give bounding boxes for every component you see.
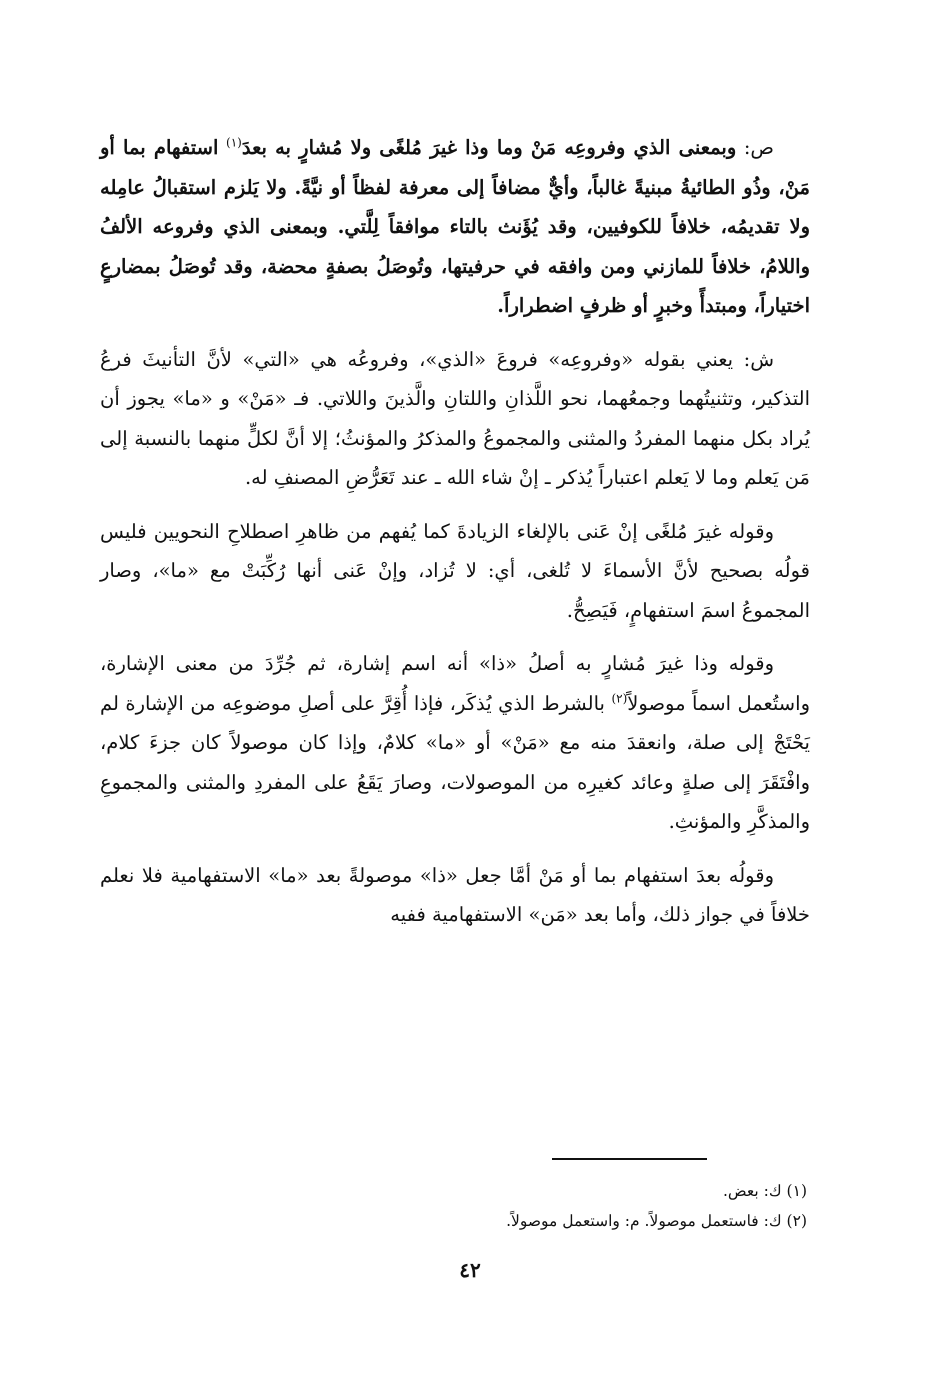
footnote-ref-2: (٢): [611, 691, 628, 705]
commentary-text-mulgha: وقوله غيرَ مُلغًى إنْ عَنى بالإلغاء الزيادةَ كما يُفهم من ظاهرِ اصطلاحِ النحويين فليس قولُه بصحيح لأنَّ الأسماءَ لا تُلغى، أي: لا تُزاد، وإنْ عَنى أنها رُكِّبَتْ مع «ما»، وصار المجموعُ اسمَ استفهامٍ، فَيَصِحُّ.: [100, 519, 810, 622]
footnote-ref-1: (١): [226, 135, 242, 150]
commentary-paragraph-dha: [100, 644, 810, 842]
sharh-paragraph: [100, 340, 810, 498]
footnote-1: (١) ك: بعض.: [723, 1182, 807, 1200]
footnotes: [100, 1176, 807, 1236]
footnote-2: (٢) ك: فاستعمل موصولاً. م: واستعمل موصولاً.: [506, 1212, 807, 1230]
page-number: ٤٢: [459, 1258, 481, 1282]
sharh-marker: ش:: [743, 347, 774, 371]
matn-paragraph: [100, 128, 810, 326]
commentary-text-istifham: وقولُه بعدَ استفهام بما أو مَنْ أمَّا جعل «ذا» موصولةً بعد «ما» الاستفهامية فلا نعلم خلافاً في جواز ذلك، وأما بعد «مَن» الاستفهامية ففيه: [100, 863, 810, 926]
commentary-paragraph-mulgha: [100, 512, 810, 631]
sharh-text: يعني بقوله «وفروعِه» فروعَ «الذي»، وفروعُه هي «التي» لأنَّ التأنيثَ فرعُ التذكير، وتثنيتُهما وجمعُهما، نحو اللَّذانِ واللتانِ والَّذينَ واللاتي. فـ «مَنْ» و «ما» يجوز أن يُراد بكل منهما المفردُ والمثنى والمجموعُ والمذكرُ والمؤنثُ؛ إلا أنَّ لكلٍّ منهما بالنسبة إلى مَن يَعلم وما لا يَعلم اعتباراً يُذكر ـ إنْ شاء الله ـ عند تَعَرُّضِ المصنفِ له.: [100, 347, 810, 489]
commentary-paragraph-istifham: [100, 856, 810, 935]
footnote-divider: [552, 1158, 707, 1160]
commentary-text-dha-rest: بالشرط الذي يُذكَر، فإذا أُقِرَّ على أصلِ موضوعِه من الإشارة لم يَحْتَجْ إلى صلة، وانعقدَ منه مع «مَنْ» أو «ما» كلامٌ، وإذا كان موصولاً كان جزءَ كلام، وافْتَقَرَ إلى صلةٍ وعائد كغيرِه من الموصولات، وصارَ يَقَعُ على المفردِ والمثنى والمجموعِ والمذكَّرِ والمؤنثِ.: [100, 691, 810, 833]
matn-marker: ص:: [743, 136, 774, 159]
page-body: [100, 128, 810, 949]
commentary-text-dha: وقوله وذا غيرَ مُشارٍ به أصلُ «ذا» أنه اسم إشارة، ثم جُرِّدَ من معنى الإشارة، واستُعمل اسماً موصولاً: [100, 652, 810, 715]
matn-text-rest: استفهام بما أو مَنْ، وذُو الطائيةُ مبنيةً غالباً، وأيٌّ مضافاً إلى معرفة لفظاً أو نيَّةً. ولا يَلزم استقبالُ عامِله ولا تقديمُه، خلافاً للكوفيين، وقد يُؤَنث بالتاء موافقاً لِلَّتي. وبمعنى الذي وفروعه الألفُ واللامُ، خلافاً للمازني ومن وافقه في حرفيتها، وتُوصَلُ بصفةٍ محضة، وقد تُوصَلُ بمضارعٍ اختياراً، ومبتدأً وخبرٍ أو ظرفٍ اضطراراً.: [100, 136, 810, 317]
matn-text: وبمعنى الذي وفروعِه مَنْ وما وذا غيرَ مُلغًى ولا مُشارٍ به بعدَ: [241, 136, 737, 159]
